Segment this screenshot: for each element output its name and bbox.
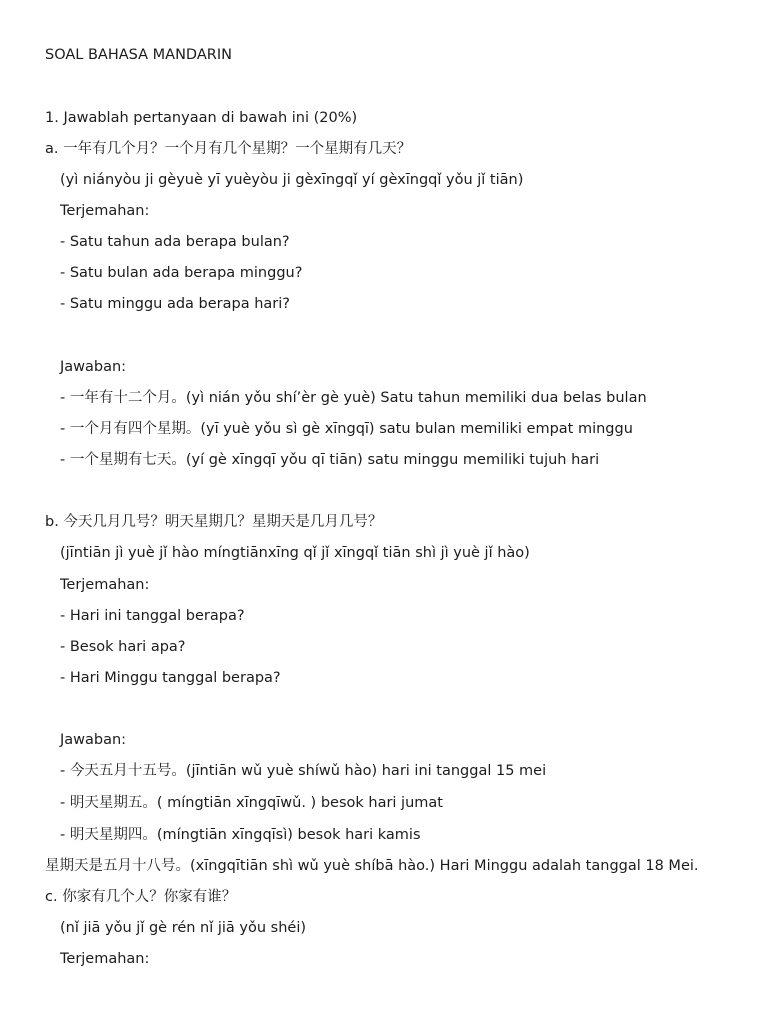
question-c-chinese: c. 你家有几个人？你家有谁？ <box>45 889 237 905</box>
question-a-answer-3: - 一个星期有七天。(yí gè xīngqī yǒu qī tiān) satu minggu memiliki tujuh hari <box>60 452 600 468</box>
question-b-translation-1: - Hari ini tanggal berapa? <box>60 608 245 624</box>
question-a-translation-2: - Satu bulan ada berapa minggu? <box>60 265 303 281</box>
question-a-answer-1: - 一年有十二个月。(yì nián yǒu shí’èr gè yuè) Satu tahun memiliki dua belas bulan <box>60 390 647 406</box>
question-a-pinyin: (yì niányòu ji gèyuè yī yuèyòu ji gèxīngqǐ yí gèxīngqǐ yǒu jǐ tiān) <box>60 172 524 188</box>
question-b-translation-3: - Hari Minggu tanggal berapa? <box>60 670 281 686</box>
question-b-answer-1: - 今天五月十五号。(jīntiān wǔ yuè shíwǔ hào) hari ini tanggal 15 mei <box>60 763 547 779</box>
question-a-answer-label: Jawaban: <box>60 359 127 375</box>
question-a-translation-1: - Satu tahun ada berapa bulan? <box>60 234 290 250</box>
question-b-chinese: b. 今天几月几号？明天星期几？星期天是几月几号？ <box>45 514 383 530</box>
question-a-translation-3: - Satu minggu ada berapa hari? <box>60 296 290 312</box>
question-b-extra-answer: 星期天是五月十八号。(xīngqītiān shì wǔ yuè shíbā hào.) Hari Minggu adalah tanggal 18 Mei. <box>45 858 699 874</box>
question-1-heading: 1. Jawablah pertanyaan di bawah ini (20%) <box>45 110 358 126</box>
question-c-translation-label: Terjemahan: <box>60 951 150 967</box>
question-a-translation-label: Terjemahan: <box>60 203 150 219</box>
question-c-pinyin: (nǐ jiā yǒu jǐ gè rén nǐ jiā yǒu shéi) <box>60 920 307 936</box>
question-a-chinese: a. 一年有几个月？一个月有几个星期？一个星期有几天？ <box>45 141 412 157</box>
question-b-translation-2: - Besok hari apa? <box>60 639 186 655</box>
question-b-answer-label: Jawaban: <box>60 732 127 748</box>
question-b-answer-2: - 明天星期五。( míngtiān xīngqīwǔ. ) besok hari jumat <box>60 795 443 811</box>
question-b-pinyin: (jīntiān jì yuè jǐ hào míngtiānxīng qǐ jǐ xīngqǐ tiān shì jì yuè jǐ hào) <box>60 545 530 561</box>
question-b-answer-3: - 明天星期四。(míngtiān xīngqīsì) besok hari kamis <box>60 827 421 843</box>
question-b-translation-label: Terjemahan: <box>60 577 150 593</box>
document-title: SOAL BAHASA MANDARIN <box>45 47 232 63</box>
question-a-answer-2: - 一个月有四个星期。(yī yuè yǒu sì gè xīngqī) satu bulan memiliki empat minggu <box>60 421 633 437</box>
